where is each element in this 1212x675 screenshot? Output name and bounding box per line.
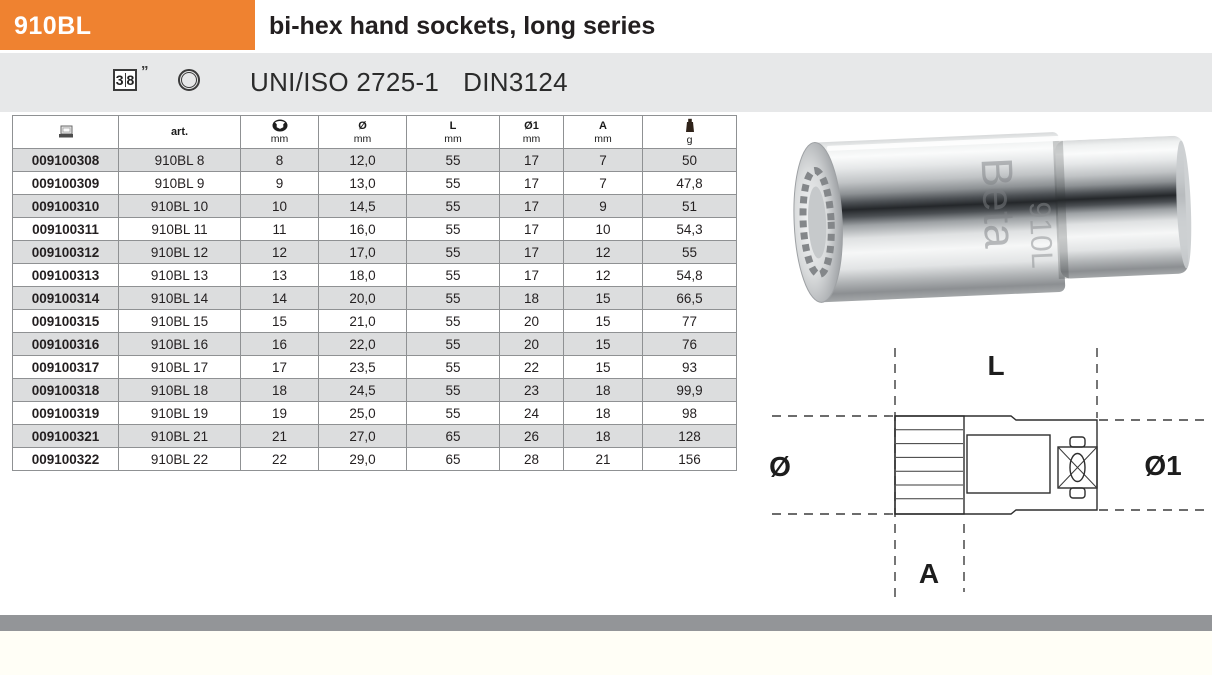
product-photo bbox=[758, 108, 1210, 323]
cell-weight: 50 bbox=[643, 149, 737, 172]
cell-drive: 8 bbox=[241, 149, 319, 172]
engraving-model: 910L bbox=[1022, 201, 1059, 270]
cell-d: 29,0 bbox=[319, 448, 407, 471]
column-unit: mm bbox=[522, 132, 541, 145]
cell-art: 910BL 16 bbox=[119, 333, 241, 356]
column-label: art. bbox=[170, 126, 189, 138]
socket-drive-end bbox=[1055, 135, 1189, 278]
cell-A: 15 bbox=[564, 287, 643, 310]
cell-d1: 17 bbox=[500, 218, 564, 241]
cell-weight: 77 bbox=[643, 310, 737, 333]
norm-din: DIN3124 bbox=[463, 67, 568, 97]
cell-art: 910BL 9 bbox=[119, 172, 241, 195]
table-row bbox=[13, 172, 737, 195]
cell-drive: 15 bbox=[241, 310, 319, 333]
cell-L: 55 bbox=[407, 379, 500, 402]
dim-label-d1: Ø1 bbox=[1144, 450, 1182, 481]
cell-code: 009100311 bbox=[13, 218, 119, 241]
column-header-art bbox=[119, 116, 241, 149]
cell-A: 15 bbox=[564, 310, 643, 333]
cell-d1: 17 bbox=[500, 195, 564, 218]
cell-A: 9 bbox=[564, 195, 643, 218]
cell-art: 910BL 13 bbox=[119, 264, 241, 287]
table-row bbox=[13, 264, 737, 287]
column-label: L bbox=[449, 119, 457, 132]
cell-d1: 24 bbox=[500, 402, 564, 425]
cell-d: 23,5 bbox=[319, 356, 407, 379]
cell-L: 65 bbox=[407, 448, 500, 471]
table-row bbox=[13, 241, 737, 264]
table-row bbox=[13, 287, 737, 310]
cell-d1: 18 bbox=[500, 287, 564, 310]
cell-d1: 20 bbox=[500, 310, 564, 333]
cell-L: 55 bbox=[407, 218, 500, 241]
dim-label-diameter: Ø bbox=[769, 451, 791, 482]
detent-top bbox=[1070, 437, 1085, 447]
column-label: Ø bbox=[358, 119, 367, 132]
cell-code: 009100318 bbox=[13, 379, 119, 402]
cell-L: 55 bbox=[407, 402, 500, 425]
cell-art: 910BL 8 bbox=[119, 149, 241, 172]
table-row bbox=[13, 195, 737, 218]
cell-drive: 18 bbox=[241, 379, 319, 402]
column-header-A bbox=[564, 116, 643, 149]
cell-d1: 28 bbox=[500, 448, 564, 471]
cell-code: 009100313 bbox=[13, 264, 119, 287]
cell-A: 12 bbox=[564, 241, 643, 264]
chrome-ring-icon bbox=[178, 69, 200, 91]
table-row bbox=[13, 356, 737, 379]
cell-d1: 20 bbox=[500, 333, 564, 356]
column-unit: mm bbox=[270, 133, 289, 145]
cell-drive: 13 bbox=[241, 264, 319, 287]
dim-label-A: A bbox=[918, 558, 940, 589]
column-header-L bbox=[407, 116, 500, 149]
footer-divider-bar bbox=[0, 615, 1212, 631]
cell-d: 14,5 bbox=[319, 195, 407, 218]
cell-art: 910BL 21 bbox=[119, 425, 241, 448]
fraction-divider bbox=[125, 73, 126, 87]
cell-A: 15 bbox=[564, 356, 643, 379]
cell-art: 910BL 19 bbox=[119, 402, 241, 425]
column-header-d1 bbox=[500, 116, 564, 149]
bottom-strip bbox=[0, 631, 1212, 675]
cell-A: 7 bbox=[564, 172, 643, 195]
cell-d: 24,5 bbox=[319, 379, 407, 402]
weight-icon bbox=[643, 118, 736, 133]
cell-weight: 99,9 bbox=[643, 379, 737, 402]
cell-art: 910BL 14 bbox=[119, 287, 241, 310]
cell-art: 910BL 12 bbox=[119, 241, 241, 264]
drive-denominator: 8 bbox=[126, 72, 135, 88]
drive-3-8-icon bbox=[113, 69, 137, 91]
cell-d: 21,0 bbox=[319, 310, 407, 333]
cell-A: 18 bbox=[564, 402, 643, 425]
column-header-weight bbox=[643, 116, 737, 149]
cell-A: 12 bbox=[564, 264, 643, 287]
cell-d1: 22 bbox=[500, 356, 564, 379]
cell-A: 18 bbox=[564, 425, 643, 448]
cell-code: 009100312 bbox=[13, 241, 119, 264]
cell-drive: 14 bbox=[241, 287, 319, 310]
inch-mark: ” bbox=[141, 63, 149, 80]
cell-d: 22,0 bbox=[319, 333, 407, 356]
cell-code: 009100314 bbox=[13, 287, 119, 310]
cell-L: 55 bbox=[407, 241, 500, 264]
cell-L: 55 bbox=[407, 264, 500, 287]
cell-code: 009100322 bbox=[13, 448, 119, 471]
column-unit: mm bbox=[444, 132, 462, 145]
ean-code-icon bbox=[13, 125, 118, 139]
column-label: Ø1 bbox=[524, 119, 539, 132]
cell-d1: 17 bbox=[500, 172, 564, 195]
table-row bbox=[13, 149, 737, 172]
cell-code: 009100317 bbox=[13, 356, 119, 379]
cell-art: 910BL 22 bbox=[119, 448, 241, 471]
cell-A: 15 bbox=[564, 333, 643, 356]
column-unit: g bbox=[686, 134, 693, 146]
cell-A: 10 bbox=[564, 218, 643, 241]
cell-weight: 66,5 bbox=[643, 287, 737, 310]
cell-d: 16,0 bbox=[319, 218, 407, 241]
cell-art: 910BL 11 bbox=[119, 218, 241, 241]
cell-art: 910BL 10 bbox=[119, 195, 241, 218]
cell-L: 55 bbox=[407, 287, 500, 310]
cell-code: 009100308 bbox=[13, 149, 119, 172]
cell-drive: 21 bbox=[241, 425, 319, 448]
cell-d: 27,0 bbox=[319, 425, 407, 448]
cell-code: 009100321 bbox=[13, 425, 119, 448]
column-header-code bbox=[13, 116, 119, 149]
socket-opening-icon bbox=[241, 119, 318, 132]
cell-art: 910BL 15 bbox=[119, 310, 241, 333]
cell-weight: 54,3 bbox=[643, 218, 737, 241]
cell-weight: 128 bbox=[643, 425, 737, 448]
cell-weight: 55 bbox=[643, 241, 737, 264]
cell-A: 21 bbox=[564, 448, 643, 471]
cell-L: 55 bbox=[407, 195, 500, 218]
table-row bbox=[13, 448, 737, 471]
cell-A: 18 bbox=[564, 379, 643, 402]
cell-d1: 26 bbox=[500, 425, 564, 448]
socket-bore-section bbox=[967, 435, 1050, 493]
cell-A: 7 bbox=[564, 149, 643, 172]
column-header-d bbox=[319, 116, 407, 149]
drive-numerator: 3 bbox=[115, 72, 124, 88]
cell-weight: 76 bbox=[643, 333, 737, 356]
engraving-brand: Beta bbox=[971, 156, 1025, 250]
cell-drive: 12 bbox=[241, 241, 319, 264]
product-code: 910BL bbox=[14, 12, 92, 40]
table-row bbox=[13, 333, 737, 356]
norm-uni-iso: UNI/ISO 2725-1 bbox=[250, 67, 440, 97]
detent-bottom bbox=[1070, 488, 1085, 498]
cell-weight: 156 bbox=[643, 448, 737, 471]
cell-d1: 17 bbox=[500, 149, 564, 172]
cell-L: 55 bbox=[407, 310, 500, 333]
table-row bbox=[13, 379, 737, 402]
cell-d: 20,0 bbox=[319, 287, 407, 310]
cell-L: 55 bbox=[407, 172, 500, 195]
table-row bbox=[13, 425, 737, 448]
cell-code: 009100310 bbox=[13, 195, 119, 218]
cell-weight: 93 bbox=[643, 356, 737, 379]
cell-d: 17,0 bbox=[319, 241, 407, 264]
standards-bar bbox=[0, 53, 1212, 112]
cell-weight: 98 bbox=[643, 402, 737, 425]
cell-drive: 10 bbox=[241, 195, 319, 218]
cell-L: 55 bbox=[407, 149, 500, 172]
cell-drive: 9 bbox=[241, 172, 319, 195]
cell-art: 910BL 18 bbox=[119, 379, 241, 402]
cell-drive: 16 bbox=[241, 333, 319, 356]
cell-drive: 17 bbox=[241, 356, 319, 379]
table-header-row bbox=[13, 116, 737, 149]
cell-drive: 22 bbox=[241, 448, 319, 471]
cell-L: 65 bbox=[407, 425, 500, 448]
cell-drive: 11 bbox=[241, 218, 319, 241]
cell-L: 55 bbox=[407, 333, 500, 356]
cell-weight: 47,8 bbox=[643, 172, 737, 195]
column-unit: mm bbox=[353, 132, 372, 145]
product-code-banner bbox=[0, 0, 255, 50]
dim-label-L: L bbox=[987, 350, 1005, 381]
cell-L: 55 bbox=[407, 356, 500, 379]
cell-drive: 19 bbox=[241, 402, 319, 425]
cell-d1: 23 bbox=[500, 379, 564, 402]
technical-drawing bbox=[758, 328, 1212, 606]
cell-art: 910BL 17 bbox=[119, 356, 241, 379]
column-label: A bbox=[599, 119, 607, 132]
table-row bbox=[13, 218, 737, 241]
standards-norms bbox=[250, 53, 568, 112]
cell-weight: 54,8 bbox=[643, 264, 737, 287]
table-row bbox=[13, 310, 737, 333]
cell-d: 18,0 bbox=[319, 264, 407, 287]
column-header-drive bbox=[241, 116, 319, 149]
table-row bbox=[13, 402, 737, 425]
socket-photo-group bbox=[791, 126, 1195, 303]
cell-d: 25,0 bbox=[319, 402, 407, 425]
cell-d: 12,0 bbox=[319, 149, 407, 172]
cell-d: 13,0 bbox=[319, 172, 407, 195]
page-title: bi-hex hand sockets, long series bbox=[269, 12, 656, 40]
cell-d1: 17 bbox=[500, 264, 564, 287]
product-table bbox=[12, 115, 737, 471]
cell-code: 009100315 bbox=[13, 310, 119, 333]
cell-weight: 51 bbox=[643, 195, 737, 218]
cell-code: 009100309 bbox=[13, 172, 119, 195]
cell-code: 009100316 bbox=[13, 333, 119, 356]
cell-code: 009100319 bbox=[13, 402, 119, 425]
cell-d1: 17 bbox=[500, 241, 564, 264]
column-unit: mm bbox=[594, 132, 612, 145]
